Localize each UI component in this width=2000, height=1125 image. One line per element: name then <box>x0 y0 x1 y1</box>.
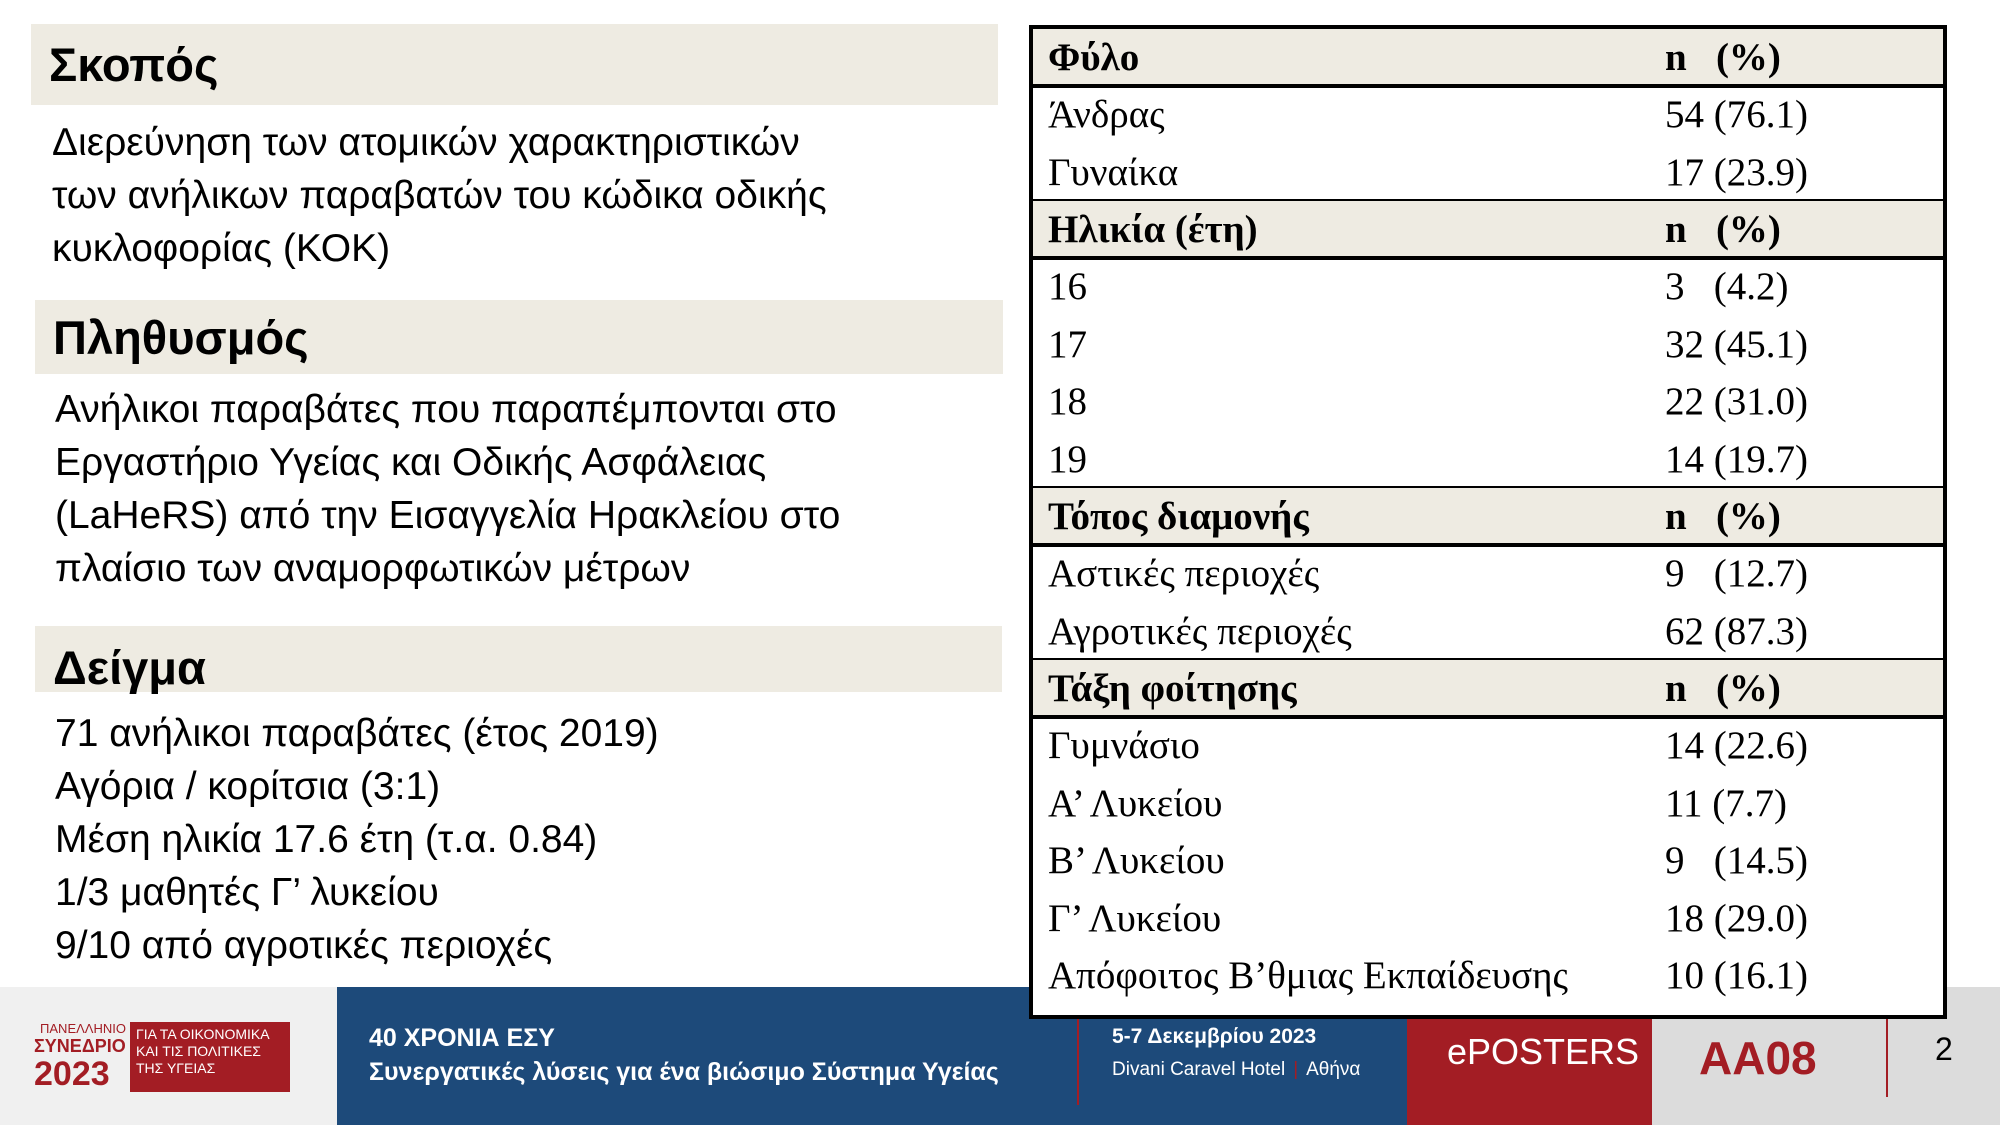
section-population-body <box>55 383 840 595</box>
section-population-header <box>35 300 1003 374</box>
footer-divider <box>1077 1015 1079 1105</box>
group-header-n: n (%) <box>1665 495 1781 538</box>
row-label: 16 <box>1048 265 1087 309</box>
section-sample-header <box>35 626 1002 692</box>
table-group-header <box>1033 660 1943 717</box>
code-divider <box>1886 1015 1888 1097</box>
row-value: 18 (29.0) <box>1665 896 1808 940</box>
table-group-header <box>1033 29 1943 86</box>
table-row <box>1033 545 1943 603</box>
poster-code: ΑΑ08 <box>1699 1032 1817 1084</box>
table-group-header <box>1033 488 1943 545</box>
footer-venue: Divani Caravel Hotel <box>1112 1059 1286 1080</box>
sample-line: Αγόρια / κορίτσια (3:1) <box>55 765 441 808</box>
sample-line: 9/10 από αγροτικές περιοχές <box>55 924 553 967</box>
logo-box: ΓΙΑ ΤΑ ΟΙΚΟΝΟΜΙΚΑ ΚΑΙ ΤΙΣ ΠΟΛΙΤΙΚΕΣ ΤΗΣ ΥΓΕΙΑΣ <box>130 1022 290 1092</box>
venue-separator: | <box>1293 1059 1299 1080</box>
population-line: Εργαστήριο Υγείας και Οδικής Ασφάλειας <box>55 441 767 484</box>
table-row <box>1033 373 1943 431</box>
section-aim-body <box>52 116 827 275</box>
table-group-header <box>1033 201 1943 258</box>
table-row <box>1033 258 1943 316</box>
sample-line: 1/3 μαθητές Γ’ λυκείου <box>55 871 439 914</box>
population-line: Ανήλικοι παραβάτες που παραπέμπονται στο <box>55 388 837 431</box>
sample-line: 71 ανήλικοι παραβάτες (έτος 2019) <box>55 712 659 755</box>
table-row <box>1033 86 1943 144</box>
row-value: 11 (7.7) <box>1665 781 1788 825</box>
group-header-n: n (%) <box>1665 208 1781 251</box>
footer-city: Αθήνα <box>1306 1059 1361 1080</box>
group-header-n: n (%) <box>1665 36 1781 79</box>
group-header-n: n (%) <box>1665 667 1781 710</box>
row-label: Απόφοιτος Β’θμιας Εκπαίδευσης <box>1048 954 1568 998</box>
section-aim-title: Σκοπός <box>49 38 219 91</box>
group-header-label: Φύλο <box>1048 36 1140 79</box>
table-row <box>1033 431 1943 489</box>
aim-line: των ανήλικων παραβατών του κώδικα οδικής <box>52 174 827 217</box>
row-label: Β’ Λυκείου <box>1048 839 1225 883</box>
group-header-label: Τάξη φοίτησης <box>1048 667 1297 710</box>
footer-venue-line <box>1112 1059 1360 1081</box>
row-label: Α’ Λυκείου <box>1048 781 1223 825</box>
logo-line1: ΠΑΝΕΛΛΗΝΙΟ <box>40 1021 126 1036</box>
row-value: 22 (31.0) <box>1665 380 1808 424</box>
row-label: Αγροτικές περιοχές <box>1048 609 1352 653</box>
row-label: 18 <box>1048 380 1087 424</box>
row-value: 54 (76.1) <box>1665 93 1808 137</box>
section-population-title: Πληθυσμός <box>53 310 309 364</box>
row-label: 17 <box>1048 322 1087 366</box>
row-value: 3 (4.2) <box>1665 265 1789 309</box>
aim-line: Διερεύνηση των ατομικών χαρακτηριστικών <box>52 121 800 164</box>
demographics-table <box>1029 25 1947 1019</box>
section-aim-header <box>31 24 998 105</box>
row-value: 32 (45.1) <box>1665 322 1808 366</box>
aim-line: κυκλοφορίας (ΚΟΚ) <box>52 227 391 270</box>
population-line: πλαίσιο των αναμορφωτικών μέτρων <box>55 547 691 590</box>
page-number: 2 <box>1935 1031 1953 1067</box>
row-value: 10 (16.1) <box>1665 954 1808 998</box>
footer-title1: 40 ΧΡΟΝΙΑ ΕΣΥ <box>369 1024 555 1052</box>
logo-year: 2023 <box>34 1055 110 1093</box>
row-value: 9 (14.5) <box>1665 839 1808 883</box>
footer-title2: Συνεργατικές λύσεις για ένα βιώσιμο Σύστημα Υγείας <box>369 1058 999 1086</box>
population-line: (LaHeRS) από την Εισαγγελία Ηρακλείου στο <box>55 494 841 537</box>
table-row <box>1033 832 1943 890</box>
logo-line2: ΣΥΝΕΔΡΙΟ <box>34 1036 126 1056</box>
conference-logo <box>0 987 337 1125</box>
table-row <box>1033 775 1943 833</box>
table-row <box>1033 603 1943 661</box>
table-row <box>1033 890 1943 948</box>
row-value: 62 (87.3) <box>1665 609 1808 653</box>
footer-date: 5-7 Δεκεμβρίου 2023 <box>1112 1025 1317 1048</box>
group-header-label: Τόπος διαμονής <box>1048 495 1309 538</box>
sample-line: Μέση ηλικία 17.6 έτη (τ.α. 0.84) <box>55 818 598 861</box>
table-row <box>1033 316 1943 374</box>
group-header-label: Ηλικία (έτη) <box>1048 208 1258 251</box>
row-value: 14 (19.7) <box>1665 437 1808 481</box>
row-label: Γυναίκα <box>1048 150 1179 194</box>
row-label: 19 <box>1048 437 1087 481</box>
row-label: Γ’ Λυκείου <box>1048 896 1222 940</box>
row-value: 9 (12.7) <box>1665 552 1808 596</box>
table-row <box>1033 717 1943 775</box>
eposters-label: ePOSTERS <box>1447 1031 1640 1072</box>
row-value: 14 (22.6) <box>1665 724 1808 768</box>
table-row <box>1033 144 1943 202</box>
row-label: Γυμνάσιο <box>1048 724 1200 768</box>
row-value: 17 (23.9) <box>1665 150 1808 194</box>
row-label: Αστικές περιοχές <box>1048 552 1320 596</box>
table-row <box>1033 947 1943 1005</box>
row-label: Άνδρας <box>1048 93 1165 137</box>
section-sample-body <box>55 707 659 972</box>
section-sample-title: Δείγμα <box>53 640 206 694</box>
